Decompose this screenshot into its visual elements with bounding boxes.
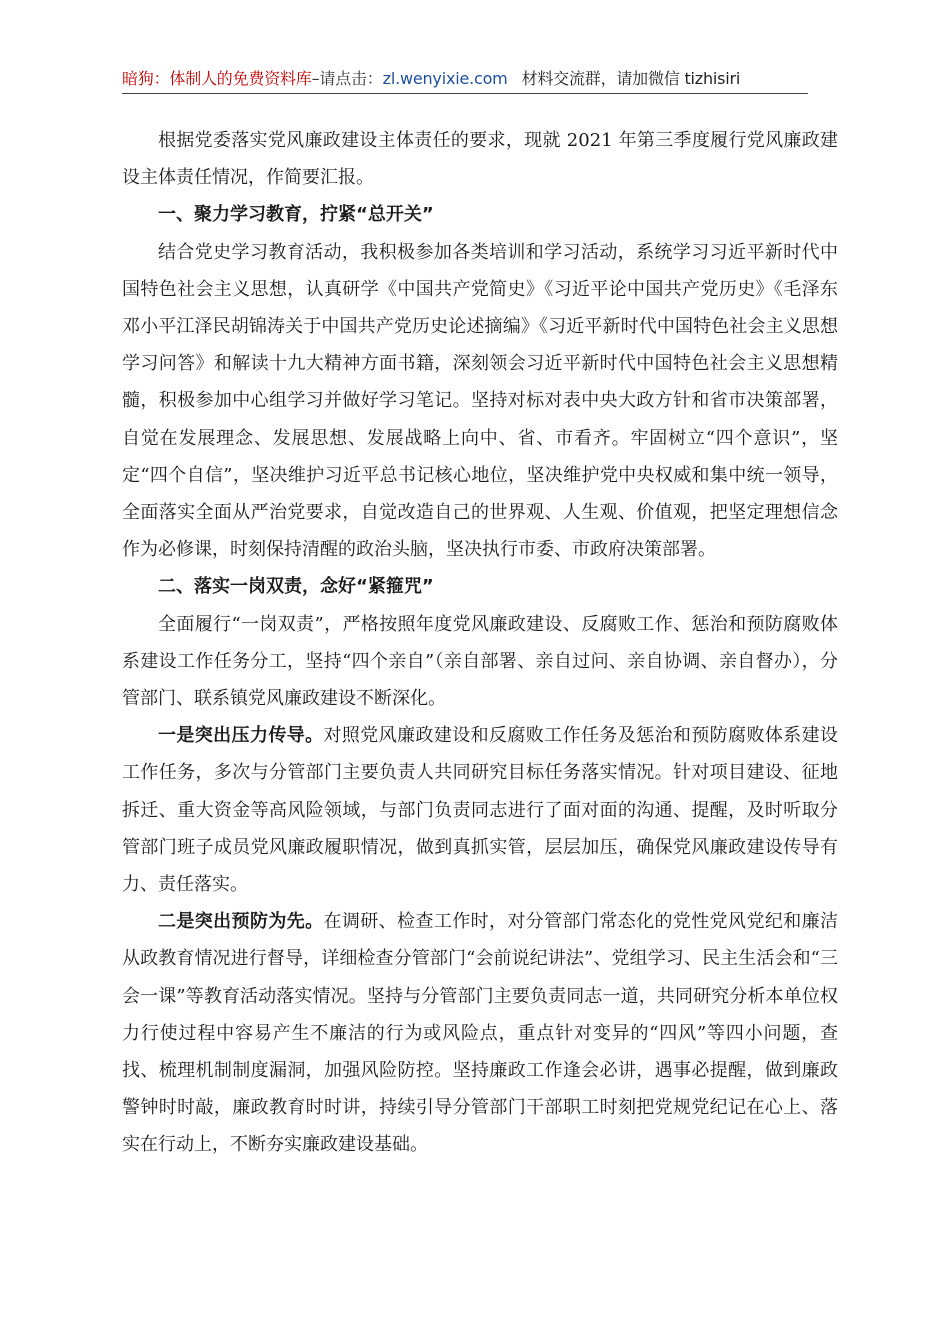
section-2-heading: 二、落实一岗双责，念好“紧箍咒”: [158, 576, 434, 598]
page-header: [122, 68, 808, 90]
section-2-paragraph: 全面履行“一岗双责”，严格按照年度党风廉政建设、反腐败工作、惩治和预防腐败体系建设工作任务分工，坚持“四个亲自”（亲自部署、亲自过问、亲自协调、亲自督办），分管部门、联系镇党风廉政建设不断深化。: [122, 613, 838, 710]
point-2-text: 在调研、检查工作时，对分管部门常态化的党性党风党纪和廉洁从政教育情况进行督导，详细检查分管部门“会前说纪讲法”、党组学习、民主生活会和“三会一课”等教育活动落实情况。坚持与分管部门主要负责同志一道，共同研究分析本单位权力行使过程中容易产生不廉洁的行为或风险点，重点针对变异的“四风”等四小问题，查找、梳理机制制度漏洞，加强风险防控。坚持廉政工作逢会必讲，遇事必提醒，做到廉政警钟时时敲，廉政教育时时讲，持续引导分管部门干部职工时刻把党规党纪记在心上、落实在行动上，不断夯实廉政建设基础。: [122, 911, 838, 1156]
header-url-link[interactable]: zl.wenyixie.com: [382, 69, 508, 88]
point-1-paragraph: [122, 717, 838, 903]
point-1-text: 对照党风廉政建设和反腐败工作任务及惩治和预防腐败体系建设工作任务，多次与分管部门主要负责人共同研究目标任务落实情况。针对项目建设、征地拆迁、重大资金等高风险领域，与部门负责同志进行了面对面的沟通、提醒，及时听取分管部门班子成员党风廉政履职情况，做到真抓实管，层层加压，确保党风廉政建设传导有力、责任落实。: [122, 725, 838, 896]
point-1-lead: 一是突出压力传导。: [158, 725, 324, 747]
header-divider: [122, 93, 808, 94]
document-body: [122, 122, 838, 1164]
point-2-paragraph: [122, 903, 838, 1163]
point-2-lead: 二是突出预防为先。: [158, 911, 324, 933]
intro-paragraph: 根据党委落实党风廉政建设主体责任的要求，现就 2021 年第三季度履行党风廉政建设主体责任情况，作简要汇报。: [122, 130, 838, 189]
header-contact: 材料交流群，请加微信 tizhisiri: [521, 69, 741, 88]
header-link-prefix: –请点击：: [311, 69, 383, 88]
section-1-paragraph: 结合党史学习教育活动，我积极参加各类培训和学习活动，系统学习习近平新时代中国特色社会主义思想，认真研学《中国共产党简史》《习近平论中国共产党历史》《毛泽东邓小平江泽民胡锦涛关于中国共产党历史论述摘编》《习近平新时代中国特色社会主义思想学习问答》和解读十九大精神方面书籍，深刻领会习近平新时代中国特色社会主义思想精髓，积极参加中心组学习并做好学习笔记。坚持对标对表中央大政方针和省市决策部署，自觉在发展理念、发展思想、发展战略上向中、省、市看齐。牢固树立“四个意识”，坚定“四个自信”，坚决维护习近平总书记核心地位，坚决维护党中央权威和集中统一领导，全面落实全面从严治党要求，自觉改造自己的世界观、人生观、价值观，把坚定理想信念作为必修课，时刻保持清醒的政治头脑，坚决执行市委、市政府决策部署。: [122, 241, 838, 561]
header-brand: 暗狗：体制人的免费资料库: [122, 69, 312, 88]
section-1-heading: 一、聚力学习教育，拧紧“总开关”: [158, 204, 434, 226]
